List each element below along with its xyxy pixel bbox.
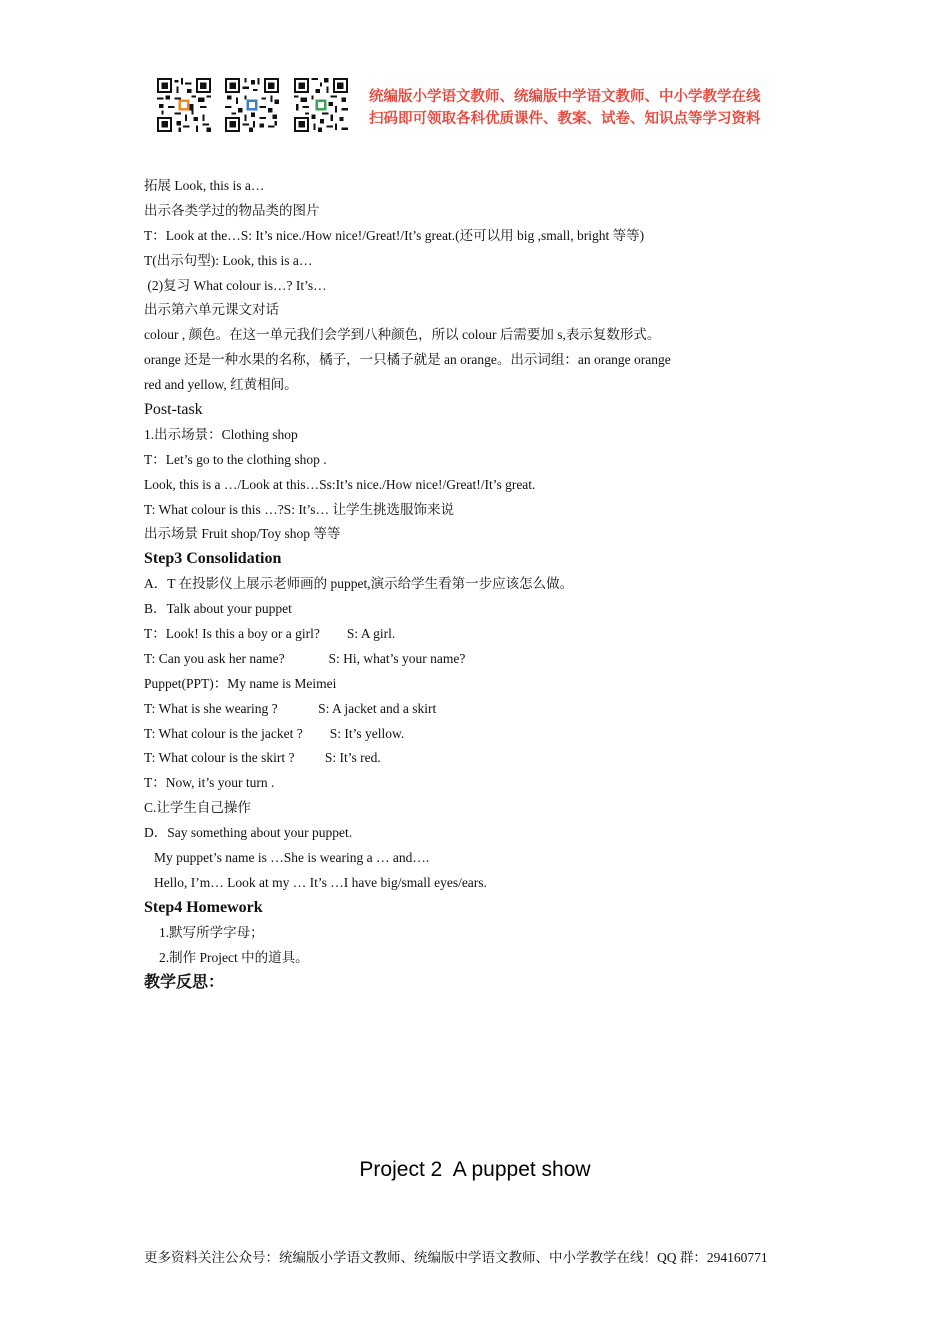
lesson-plan-body (144, 174, 844, 995)
project-title: Project 2 A puppet show (359, 1158, 591, 1181)
text-line: Puppet(PPT)：My name is Meimei (144, 675, 337, 691)
qr-code-3-icon (294, 78, 348, 132)
text-line: T：Let’s go to the clothing shop . (144, 451, 327, 467)
text-line: T(出示句型): Look, this is a… (144, 252, 313, 268)
promo-line-2: 扫码即可领取各科优质课件、教案、试卷、知识点等学习资料 (369, 111, 761, 127)
text-line: T：Now, it’s your turn . (144, 775, 275, 791)
text-line: T：Look at the…S: It’s nice./How nice!/Great!/It’s great.(还可以用 big ,small, bright 等等) (144, 227, 645, 243)
text-line: T: What is she wearing ? S: A jacket and a skirt (144, 700, 437, 716)
text-line: 2.制作 Project 中的道具。 (159, 949, 309, 965)
text-line: A．T 在投影仪上展示老师画的 puppet,演示给学生看第一步应该怎么做。 (144, 576, 574, 592)
text-line: 出示第六单元课文对话 (144, 302, 279, 318)
text-line: red and yellow, 红黄相间。 (144, 377, 298, 393)
text-line: C.让学生自己操作 (144, 800, 251, 816)
text-line: T：Look! Is this a boy or a girl? S: A girl. (144, 626, 396, 642)
text-line: (2)复习 What colour is…? It’s… (144, 277, 327, 293)
promo-text (369, 86, 761, 130)
header-banner (157, 78, 797, 138)
text-line: 1.默写所学字母； (159, 924, 264, 940)
text-line: Look, this is a …/Look at this…Ss:It’s nice./How nice!/Great!/It’s great. (144, 476, 536, 492)
promo-line-1: 统编版小学语文教师、统编版中学语文教师、中小学教学在线 (369, 89, 761, 105)
text-line: My puppet’s name is …She is wearing a … and…. (154, 850, 430, 866)
text-line: T: What colour is the skirt ? S: It’s red. (144, 750, 381, 766)
text-line: 出示各类学过的物品类的图片 (144, 202, 320, 218)
text-line: 出示场景 Fruit shop/Toy shop 等等 (144, 526, 341, 542)
text-line: 1.出示场景：Clothing shop (144, 426, 298, 442)
text-line: T: Can you ask her name? S: Hi, what’s your name? (144, 650, 466, 666)
footer-note: 更多资料关注公众号：统编版小学语文教师、统编版中学语文教师、中小学教学在线！QQ 群：294160771 (144, 1250, 768, 1265)
text-line: D．Say something about your puppet. (144, 825, 353, 841)
text-line: Hello, I’m… Look at my … It’s …I have big/small eyes/ears. (154, 874, 487, 890)
section-heading-step4: Step4 Homework (144, 898, 263, 916)
section-heading-step3: Step3 Consolidation (144, 550, 282, 568)
teaching-reflection-heading: 教学反思： (144, 973, 225, 991)
text-line: T: What colour is this …?S: It’s… 让学生挑选服饰来说 (144, 501, 454, 517)
text-line: colour , 颜色。在这一单元我们会学到八种颜色，所以 colour 后需要加 s,表示复数形式。 (144, 327, 661, 343)
text-line: orange 还是一种水果的名称，橘子，一只橘子就是 an orange。出示词组：an orange orange (144, 352, 671, 368)
qr-code-2-icon (225, 78, 279, 132)
text-line: T: What colour is the jacket ? S: It’s yellow. (144, 725, 405, 741)
text-line: 拓展 Look, this is a… (144, 178, 265, 193)
text-line: B．Talk about your puppet (144, 601, 292, 617)
qr-code-1-icon (157, 78, 211, 132)
section-heading-post-task: Post-task (144, 401, 203, 419)
